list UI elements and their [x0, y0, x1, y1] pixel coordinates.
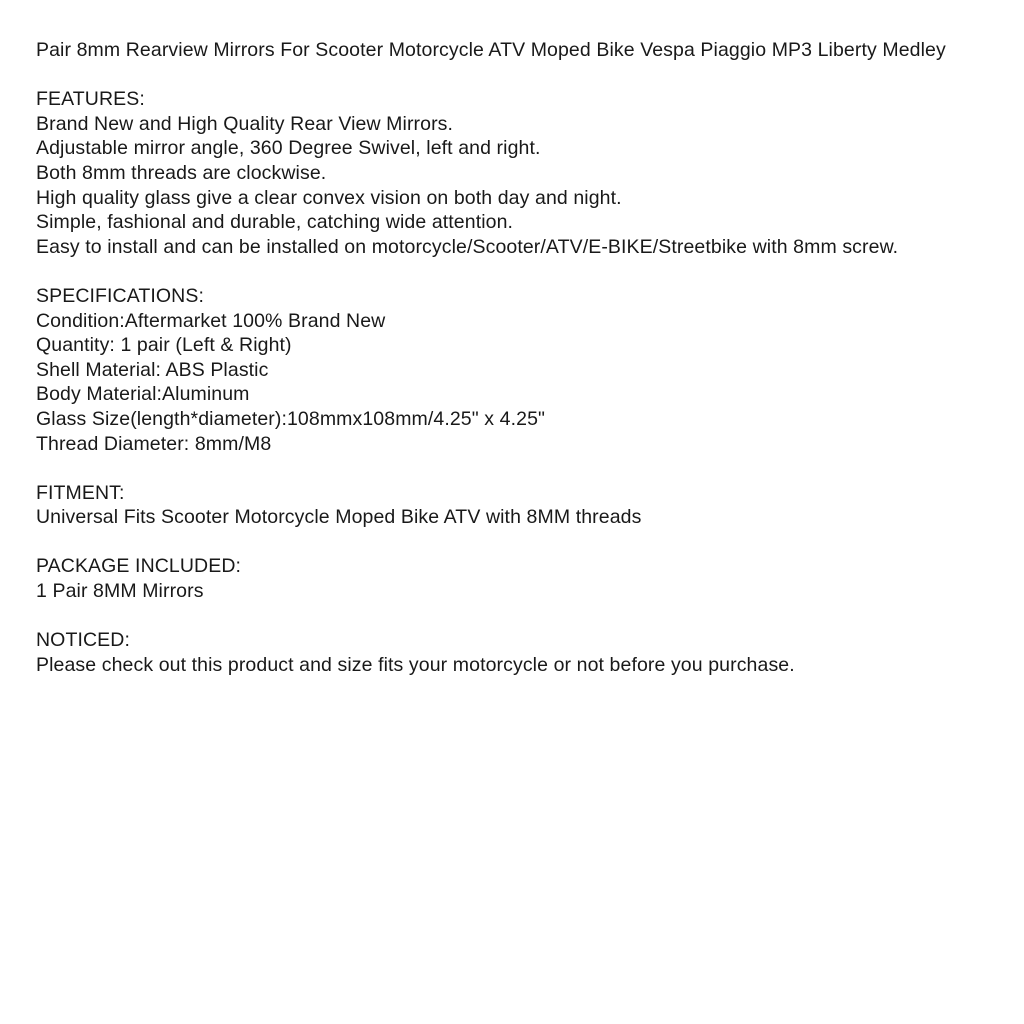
- feature-line: Brand New and High Quality Rear View Mirrors.: [36, 112, 454, 135]
- section-noticed: [36, 628, 994, 677]
- fitment-heading: FITMENT:: [36, 481, 125, 504]
- features-heading: FEATURES:: [36, 88, 145, 111]
- feature-line: Both 8mm threads are clockwise.: [36, 161, 327, 184]
- spec-line-condition: Condition:Aftermarket 100% Brand New: [36, 309, 386, 332]
- spec-line-glass-size: Glass Size(length*diameter):108mmx108mm/4.25" x 4.25": [36, 407, 546, 430]
- package-included-heading: PACKAGE INCLUDED:: [36, 555, 242, 578]
- spec-line-body-material: Body Material:Aluminum: [36, 383, 250, 406]
- package-included-line: 1 Pair 8MM Mirrors: [36, 580, 204, 603]
- feature-line: Easy to install and can be installed on motorcycle/Scooter/ATV/E-BIKE/Streetbike with 8mm screw.: [36, 235, 899, 258]
- feature-line: High quality glass give a clear convex vision on both day and night.: [36, 186, 622, 209]
- spec-line-quantity: Quantity: 1 pair (Left & Right): [36, 334, 292, 357]
- spec-line-shell-material: Shell Material: ABS Plastic: [36, 358, 269, 381]
- section-specifications: [36, 284, 994, 456]
- section-fitment: [36, 481, 994, 530]
- feature-line: Simple, fashional and durable, catching wide attention.: [36, 211, 514, 234]
- section-features: [36, 87, 994, 259]
- noticed-line: Please check out this product and size fits your motorcycle or not before you purchase.: [36, 653, 795, 676]
- fitment-line: Universal Fits Scooter Motorcycle Moped Bike ATV with 8MM threads: [36, 506, 642, 529]
- feature-line: Adjustable mirror angle, 360 Degree Swivel, left and right.: [36, 137, 541, 160]
- noticed-heading: NOTICED:: [36, 629, 130, 652]
- section-package-included: [36, 554, 994, 603]
- product-title: Pair 8mm Rearview Mirrors For Scooter Motorcycle ATV Moped Bike Vespa Piaggio MP3 Liberty Medley: [36, 39, 946, 61]
- spec-line-thread-diameter: Thread Diameter: 8mm/M8: [36, 432, 272, 455]
- specifications-heading: SPECIFICATIONS:: [36, 284, 204, 307]
